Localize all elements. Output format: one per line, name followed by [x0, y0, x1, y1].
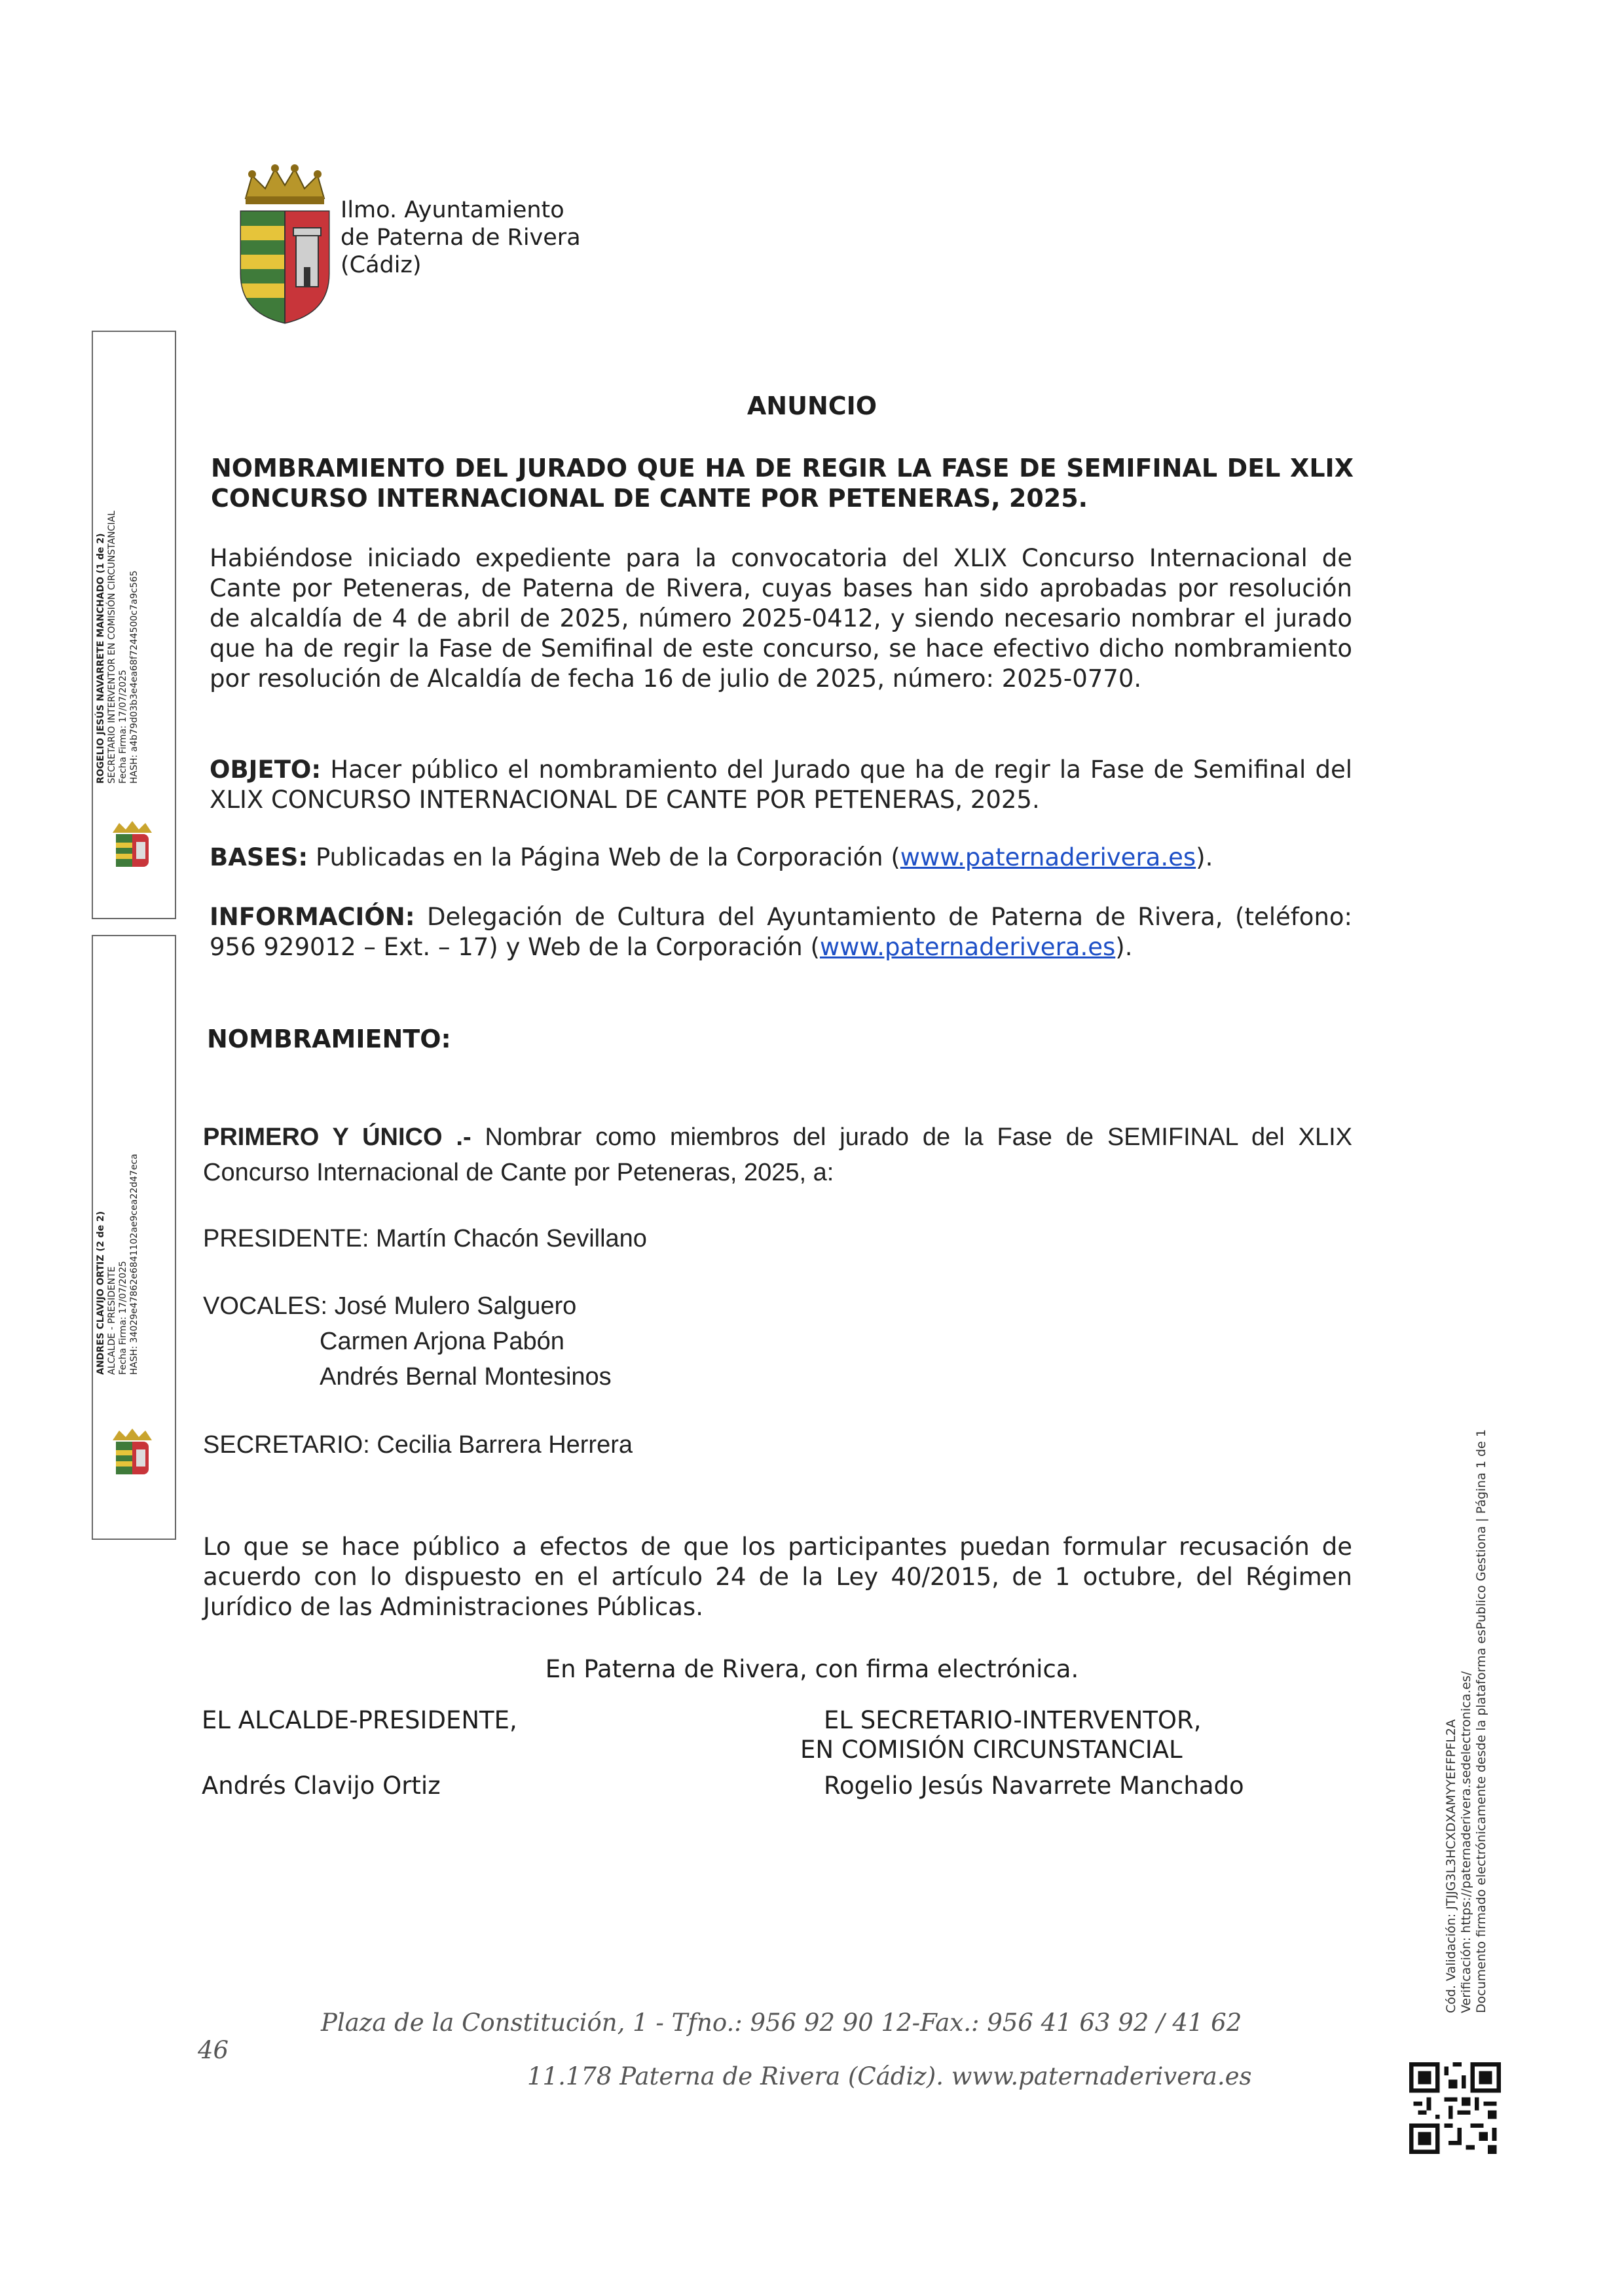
- municipal-crest-logo: [236, 162, 334, 326]
- alcalde-name: Andrés Clavijo Ortiz: [202, 1772, 441, 1800]
- document-subtitle: NOMBRAMIENTO DEL JURADO QUE HA DE REGIR LA FASE DE SEMIFINAL DEL XLIX CONCURSO INTERNACIONAL DE CANTE POR PETENERAS, 2025.: [211, 454, 1354, 513]
- objeto-label: OBJETO:: [210, 756, 322, 784]
- secretario-title: EL SECRETARIO-INTERVENTOR,: [824, 1706, 1202, 1734]
- document-title: ANUNCIO: [747, 392, 877, 420]
- objeto-paragraph: [210, 755, 1352, 815]
- info-text: Delegación de Cultura del Ayuntamiento de Paterna de Rivera, (teléfono: 956 929012 – Ext. – 17) y Web de la Corporación (: [210, 903, 1352, 961]
- nombramiento-heading: NOMBRAMIENTO:: [207, 1025, 451, 1053]
- platform-note: Documento firmado electrónicamente desde la plataforma esPublico Gestiona | Página 1 de 1: [1474, 1429, 1488, 2013]
- stamp-1-role: SECRETARIO INTERVENTOR EN COMISIÓN CIRCUNSTANCIAL: [107, 511, 117, 784]
- alcalde-title: EL ALCALDE-PRESIDENTE,: [202, 1706, 517, 1734]
- bases-end: ).: [1196, 843, 1213, 871]
- stamp-2-date: Fecha Firma: 17/07/2025: [118, 1260, 128, 1375]
- secretario-name: Rogelio Jesús Navarrete Manchado: [824, 1772, 1244, 1800]
- jury-vocal-1: VOCALES: José Mulero Salguero: [203, 1292, 577, 1320]
- intro-paragraph: Habiéndose iniciado expediente para la convocatoria del XLIX Concurso Internacional de Cante por Peteneras, de Paterna de Rivera, cuyas bases han sido aprobadas por resolución de alcaldía de 4 de abril de 2025, número 2025-0412, y siendo necesario nombrar el jurado que ha de regir la Fase de Semifinal de este concurso, se hace efectivo dicho nombramiento por resolución de Alcaldía de fecha 16 de julio de 2025, número: 2025-0770.: [210, 544, 1352, 693]
- footer-address: Plaza de la Constitución, 1 - Tfno.: 956 92 90 12-Fax.: 956 41 63 92 / 41 62: [321, 2009, 1242, 2037]
- bases-website-link[interactable]: www.paternaderivera.es: [900, 843, 1196, 871]
- stamp-2-text: [96, 1154, 140, 1375]
- stamp-1-hash: HASH: a4b79d03b3e4ea68f7244500c7a9c565: [129, 570, 139, 784]
- bases-text: Publicadas en la Página Web de la Corporación (: [308, 843, 900, 871]
- stamp-1-text: [96, 511, 140, 784]
- stamp-1-signer: ROGELIO JESÚS NAVARRETE MANCHADO (1 de 2): [96, 533, 106, 784]
- signature-stamp-2: [92, 935, 176, 1540]
- stamp-1-crest-icon: [100, 820, 165, 872]
- info-website-link[interactable]: www.paternaderivera.es: [819, 933, 1116, 961]
- place-line: En Paterna de Rivera, con firma electrónica.: [545, 1655, 1079, 1683]
- jury-vocal-2: Carmen Arjona Pabón: [320, 1328, 564, 1355]
- stamp-2-hash: HASH: 34029e47862e6841102ae9cea22d47eca: [129, 1154, 139, 1375]
- footer-city-web: 11.178 Paterna de Rivera (Cádiz). www.paternaderivera.es: [527, 2062, 1252, 2090]
- stamp-2-role: ALCALDE - PRESIDENTE: [107, 1266, 117, 1375]
- primero-label: PRIMERO Y ÚNICO .-: [203, 1123, 471, 1151]
- validation-code: Cód. Validación: JTJJG3L3HCXDXAMYYEFFPFL2A: [1444, 1719, 1458, 2013]
- info-paragraph: [210, 902, 1352, 962]
- org-line-1: Ilmo. Ayuntamiento: [341, 197, 564, 223]
- objeto-text: Hacer público el nombramiento del Jurado que ha de regir la Fase de Semifinal del XLIX CONCURSO INTERNACIONAL DE CANTE POR PETENERAS, 2025.: [210, 756, 1352, 814]
- stamp-1-date: Fecha Firma: 17/07/2025: [118, 669, 128, 784]
- jury-presidente: PRESIDENTE: Martín Chacón Sevillano: [203, 1225, 647, 1252]
- info-label: INFORMACIÓN:: [210, 903, 415, 931]
- bases-paragraph: [210, 843, 1352, 873]
- verification-url: Verificación: https://paternaderivera.sedelectronica.es/: [1459, 1671, 1473, 2013]
- page-number: 46: [198, 2036, 229, 2064]
- qr-code-icon[interactable]: [1409, 2062, 1501, 2154]
- org-line-2: de Paterna de Rivera: [341, 225, 581, 251]
- stamp-2-signer: ANDRES CLAVIJO ORTIZ (2 de 2): [96, 1211, 106, 1375]
- primero-paragraph: [203, 1120, 1352, 1190]
- bases-label: BASES:: [210, 843, 308, 871]
- org-line-3: (Cádiz): [341, 252, 422, 278]
- primero-text: Nombrar como miembros del jurado de la Fase de SEMIFINAL del XLIX Concurso Internacional de Cante por Peteneras, 2025, a:: [203, 1123, 1353, 1186]
- closing-paragraph: Lo que se hace público a efectos de que los participantes puedan formular recusación de acuerdo con lo dispuesto en el artículo 24 de la Ley 40/2015, de 1 octubre, del Régimen Jurídico de las Administraciones Públicas.: [203, 1533, 1352, 1621]
- stamp-2-crest-icon: [100, 1427, 165, 1480]
- organization-name: [341, 196, 581, 279]
- jury-vocal-3: Andrés Bernal Montesinos: [320, 1363, 612, 1391]
- info-end: ).: [1115, 933, 1133, 961]
- secretario-title-2: EN COMISIÓN CIRCUNSTANCIAL: [800, 1736, 1183, 1764]
- jury-secretario: SECRETARIO: Cecilia Barrera Herrera: [203, 1431, 633, 1459]
- verification-text: [1444, 1429, 1489, 2013]
